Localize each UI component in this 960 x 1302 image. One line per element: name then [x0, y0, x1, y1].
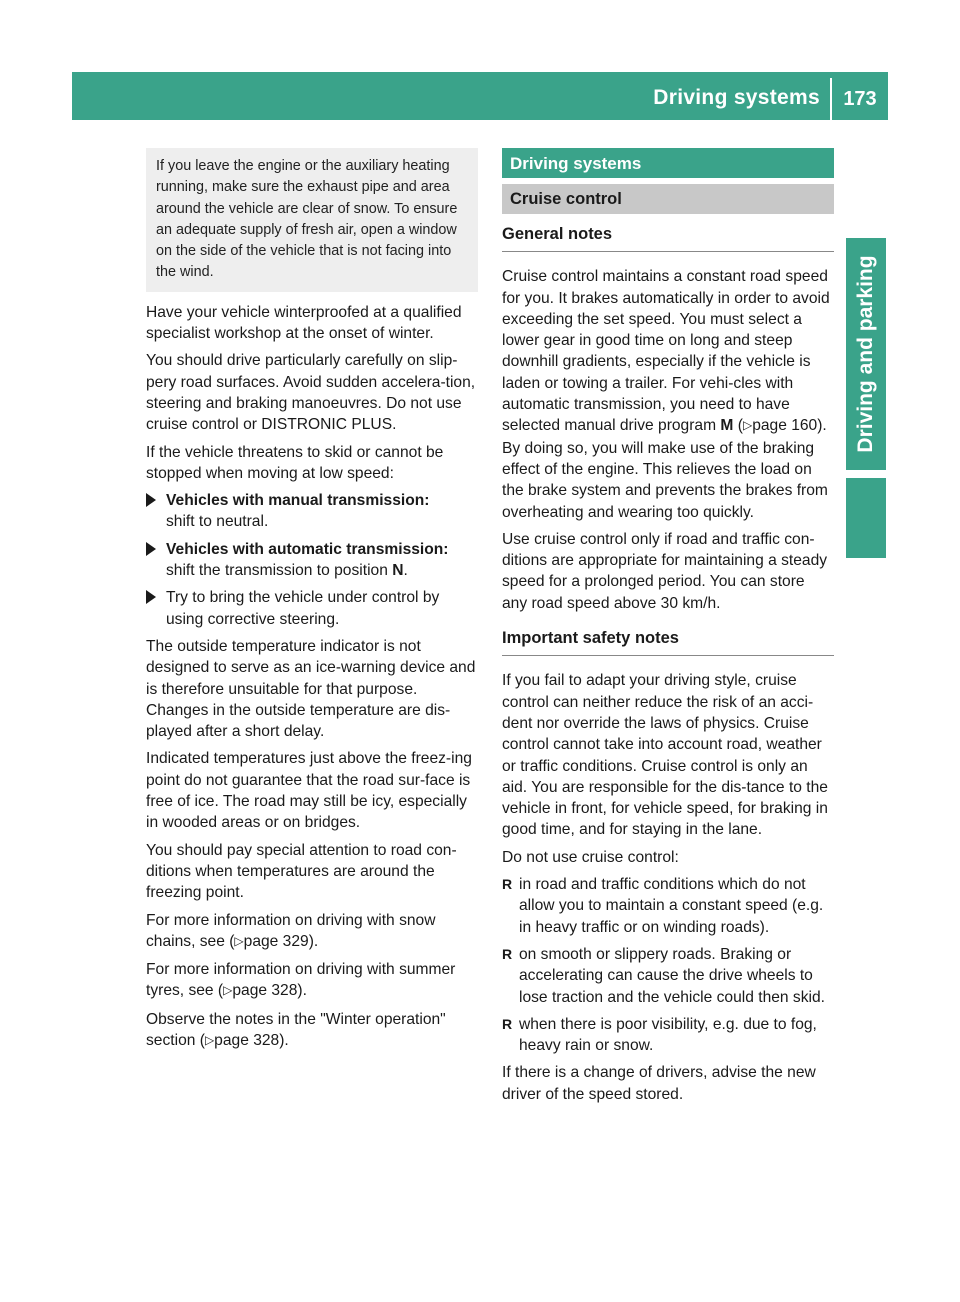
- paragraph-general: [502, 266, 834, 523]
- bullet-icon: R: [502, 876, 513, 893]
- list-item: [502, 944, 834, 1008]
- paragraph-safety: If you fail to adapt your driving style, cruise control can neither reduce the risk of an acci-dent nor override the laws of physics. Cruise control cannot take into account road, weather or traffic conditions. Cruise control is only an aid. You are responsible for the dis-tance to the vehicle in front, for vehicle speed, for braking in good time, and for staying in the lane.: [502, 672, 828, 839]
- page-ref-link[interactable]: page 160: [752, 417, 818, 435]
- page-ref-icon: ▷: [223, 983, 233, 998]
- section-heading: Driving systems: [502, 148, 834, 178]
- chapter-tab-label: Driving and parking: [854, 255, 877, 453]
- winter-operation-end: ).: [279, 1031, 289, 1049]
- note-box: [146, 148, 478, 292]
- paragraph-winterproof: Have your vehicle winterproofed at a qualified specialist workshop at the onset of winter.: [146, 303, 462, 343]
- page-header: [72, 72, 888, 120]
- snow-chains-end: ).: [308, 932, 319, 950]
- summer-tyres-text: For more information on driving with summer tyres, see (: [146, 961, 456, 1000]
- general-notes-heading: General notes: [502, 224, 834, 252]
- step-automatic-text: shift the transmission to position: [166, 562, 393, 580]
- paragraph-temperature: The outside temperature indicator is not designed to serve as an ice-warning device and is therefore unsuitable for that purpose. Changes in the outside temperature are dis-played after a short delay.: [146, 637, 476, 741]
- paragraph-attention: You should pay special attention to road con-ditions when temperatures are around the freezing point.: [146, 841, 457, 902]
- step-arrow-icon: [146, 542, 156, 556]
- paragraph-driver-change: If there is a change of drivers, advise the new driver of the speed stored.: [502, 1064, 816, 1103]
- note-text: If you leave the engine or the auxiliary heating running, make sure the exhaust pipe and area around the vehicle are clear of snow. To ensure an adequate supply of fresh air, open a window on the side of the vehicle that is not facing into the wind.: [156, 158, 458, 281]
- page-ref-icon: ▷: [234, 933, 244, 948]
- list-item-text: when there is poor visibility, e.g. due to fog, heavy rain or snow.: [519, 1015, 817, 1055]
- paragraph-winter-operation: [146, 1009, 478, 1053]
- step-manual: [146, 490, 478, 533]
- general-text: Cruise control maintains a constant road speed for you. It brakes automatically in order to avoid exceeding the set speed. You must select a lower gear in good time on long and steep downhill gradients, especially if the vehicle is laden or towing a trailer. For vehi-cles with automatic transmission, you need to have selected manual drive program: [502, 268, 830, 435]
- list-item: [502, 1014, 834, 1057]
- chapter-tab: [846, 238, 886, 470]
- step-automatic-title: Vehicles with automatic transmission:: [166, 540, 449, 558]
- paragraph-usage: Use cruise control only if road and traffic con-ditions are appropriate for maintaining a steady speed for a prolonged period. You can store any road speed above 30 km/h.: [502, 530, 828, 612]
- step-automatic-end: .: [403, 562, 408, 580]
- subsection-heading: Cruise control: [502, 184, 834, 214]
- general-text-end: ). By doing so, you will make use of the braking effect of the engine. This relieves the load on the brake system and prevents the brakes from overheating and wearing too quickly.: [502, 417, 828, 521]
- step-automatic: [146, 539, 478, 582]
- list-item-text: on smooth or slippery roads. Braking or accelerating can cause the drive wheels to lose traction and the vehicle could then skid.: [519, 945, 825, 1006]
- page-ref-icon: ▷: [742, 418, 753, 433]
- page-ref-link[interactable]: page 328: [232, 982, 298, 1000]
- paragraph-freezing: Indicated temperatures just above the freez-ing point do not guarantee that the road sur-face is free of ice. The road may still be icy, especially in wooded areas or on bridges.: [146, 750, 472, 832]
- left-column: [146, 148, 478, 1058]
- step-manual-title: Vehicles with manual transmission:: [166, 492, 430, 510]
- winter-operation-text: Observe the notes in the "Winter operation" section (: [146, 1010, 446, 1049]
- list-item-text: in road and traffic conditions which do not allow you to maintain a constant speed (e.g. in heavy traffic or on winding roads).: [519, 876, 824, 936]
- snow-chains-text: For more information on driving with snow chains, see (: [146, 911, 436, 950]
- drive-program: M: [720, 417, 734, 435]
- header-title: Driving systems: [653, 86, 820, 109]
- bullet-icon: R: [502, 945, 513, 962]
- page-ref-icon: ▷: [204, 1032, 215, 1047]
- paragraph-snow-chains: [146, 910, 478, 954]
- step-steering-text: Try to bring the vehicle under control by using corrective steering.: [166, 589, 440, 628]
- right-column: [502, 148, 834, 1111]
- paragraph-slippery: You should drive particularly carefully on slip-pery road surfaces. Avoid sudden accelera-tion, steering and braking manoeuvres. Do not use cruise control or DISTRONIC PLUS.: [146, 352, 476, 434]
- paragraph-do-not-use: Do not use cruise control:: [502, 848, 679, 866]
- chapter-tab-marker: [846, 478, 886, 558]
- list-item: [502, 874, 834, 938]
- step-arrow-icon: [146, 590, 156, 604]
- paragraph-summer-tyres: [146, 959, 478, 1003]
- step-steering: [146, 587, 478, 630]
- bullet-icon: R: [502, 1015, 513, 1032]
- step-manual-text: shift to neutral.: [166, 513, 269, 531]
- summer-tyres-end: ).: [297, 982, 307, 1000]
- page-ref-link[interactable]: page 328: [214, 1031, 280, 1049]
- general-open: (: [733, 417, 743, 435]
- page-ref-link[interactable]: page 329: [243, 932, 309, 950]
- paragraph-skid: If the vehicle threatens to skid or cannot be stopped when moving at low speed:: [146, 443, 444, 482]
- page-number: 173: [843, 88, 877, 110]
- step-arrow-icon: [146, 493, 156, 507]
- safety-notes-heading: Important safety notes: [502, 628, 834, 656]
- gear-position: N: [392, 562, 404, 580]
